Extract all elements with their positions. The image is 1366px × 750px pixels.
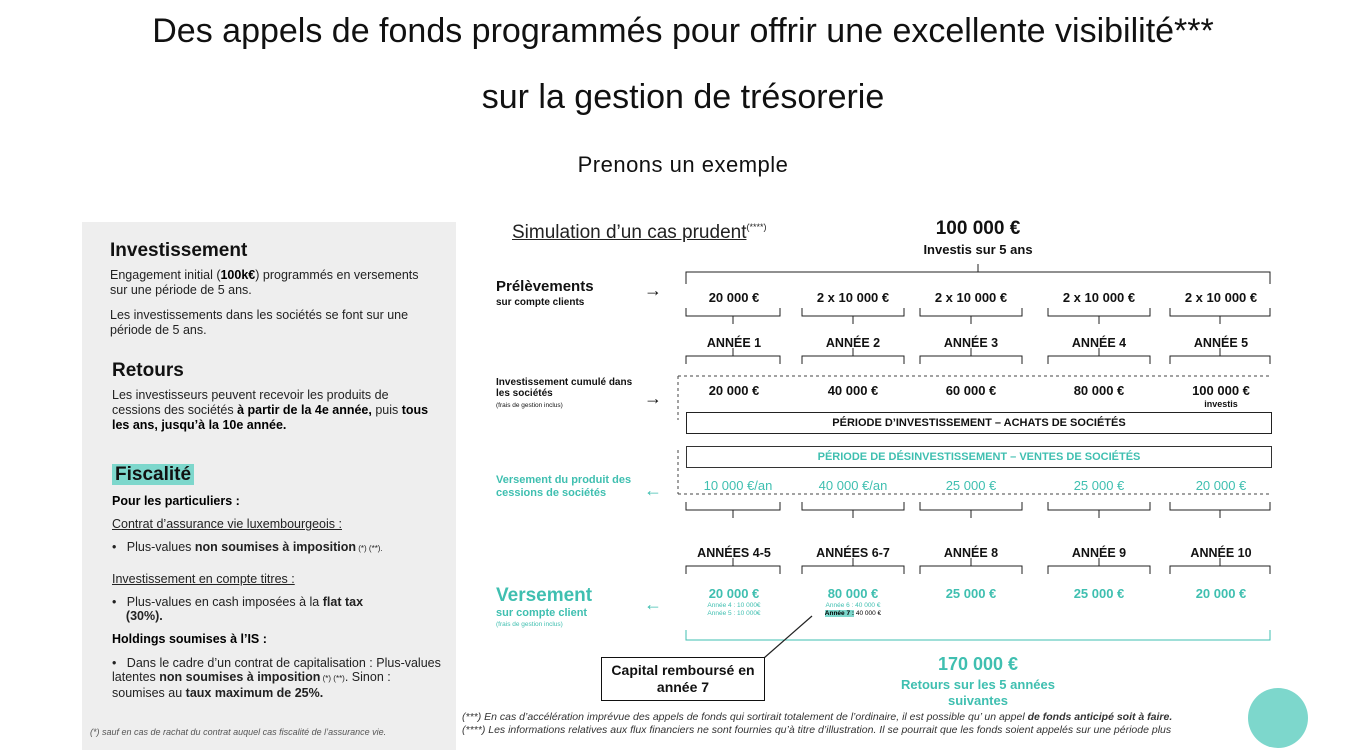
prelevement-value-1: 20 000 € xyxy=(708,290,760,305)
annees-label-4: ANNÉE 9 xyxy=(1071,546,1127,560)
fiscalite-bullet-3: • Dans le cadre d’un contrat de capitalisation : Plus-values latentes non soumises à imposition (*) (**). Sinon : soumises au taux maximum de 25%. xyxy=(112,656,441,700)
annee-label-2: ANNÉE 2 xyxy=(825,336,881,350)
holdings-label: Holdings soumises à l’IS : xyxy=(112,632,267,646)
versement-produit-value-2: 40 000 €/an xyxy=(818,478,888,493)
prelevement-value-4: 2 x 10 000 € xyxy=(1062,290,1136,305)
fiscalite-footnote: (*) sauf en cas de rachat du contrat auquel cas fiscalité de l’assurance vie. xyxy=(90,727,387,737)
compte-titres-label: Investissement en compte titres : xyxy=(112,572,295,586)
capital-rembourse-callout: Capital remboursé en année 7 xyxy=(601,657,765,701)
retours-text: Les investisseurs peuvent recevoir les produits de cessions des sociétés à partir de la 4e année, puis tous les ans, jusqu’à la 10e année. xyxy=(112,388,429,432)
fiscalite-bullet-1: • Plus-values non soumises à imposition (*) (**). xyxy=(112,540,383,554)
cumul-last-caption: investis xyxy=(1204,399,1238,409)
arrow-right-icon: → xyxy=(644,388,662,408)
footnote-2: (****) Les informations relatives aux flux financiers ne sont fournies qu’à titre d’illustration. Il se pourrait que les fonds soient appelés sur une période plus xyxy=(462,724,1172,736)
arrow-left-icon: ← xyxy=(644,480,662,500)
arrow-right-icon: → xyxy=(644,280,662,300)
annees-label-1: ANNÉES 4-5 xyxy=(697,546,771,560)
versement-sublabel: sur compte client xyxy=(496,607,588,619)
investissement-heading: Investissement xyxy=(110,240,248,261)
arrow-left-icon: ← xyxy=(644,594,662,614)
simulation-title: Simulation d’un cas prudent(****) xyxy=(512,222,767,243)
versement-produit-value-3: 25 000 € xyxy=(945,478,997,493)
prelevements-sublabel: sur compte clients xyxy=(496,297,585,308)
annees-label-3: ANNÉE 8 xyxy=(943,546,999,560)
cumul-value-5: 100 000 € xyxy=(1192,383,1250,398)
page-title-line1: Des appels de fonds programmés pour offrir une excellente visibilité*** xyxy=(152,12,1214,50)
retours-heading: Retours xyxy=(112,360,184,381)
cumul-value-2: 40 000 € xyxy=(827,383,879,398)
annees-label-5: ANNÉE 10 xyxy=(1190,546,1252,560)
page-subtitle: Prenons un exemple xyxy=(577,152,789,177)
prelevement-value-2: 2 x 10 000 € xyxy=(816,290,890,305)
versement-value-2: 80 000 € xyxy=(827,586,879,601)
total-investment-amount: 100 000 € xyxy=(935,218,1021,239)
annee-label-3: ANNÉE 3 xyxy=(943,336,999,350)
versement-detail-1: Année 4 : 10 000€ Année 5 : 10 000€ xyxy=(707,602,761,617)
versement-produit-label: Versement du produit des cessions de sociétés xyxy=(496,474,632,499)
annee-label-4: ANNÉE 4 xyxy=(1071,336,1127,350)
cumul-value-4: 80 000 € xyxy=(1073,383,1125,398)
versement-produit-value-5: 20 000 € xyxy=(1195,478,1247,493)
investissement-text-1: Engagement initial (100k€) programmés en versements sur une période de 5 ans. xyxy=(110,268,419,297)
versement-value-3: 25 000 € xyxy=(945,586,997,601)
total-investment-caption: Investis sur 5 ans xyxy=(923,242,1033,257)
total-return-amount: 170 000 € xyxy=(937,654,1019,674)
decorative-circle xyxy=(1248,688,1308,748)
cumul-sublabel: (frais de gestion inclus) xyxy=(496,402,563,409)
annee-label-5: ANNÉE 5 xyxy=(1193,336,1249,350)
periode-desinvestissement-bar: PÉRIODE DE DÉSINVESTISSEMENT – VENTES DE SOCIÉTÉS xyxy=(686,446,1272,468)
prelevements-label: Prélèvements xyxy=(496,278,594,295)
investissement-text-2: Les investissements dans les sociétés se font sur une période de 5 ans. xyxy=(110,308,409,337)
periode-investissement-bar: PÉRIODE D’INVESTISSEMENT – ACHATS DE SOCIÉTÉS xyxy=(686,412,1272,434)
cumul-label: Investissement cumulé dans les sociétés xyxy=(496,377,633,399)
versement-produit-value-4: 25 000 € xyxy=(1073,478,1125,493)
annees-label-2: ANNÉES 6-7 xyxy=(816,546,890,560)
versement-label: Versement xyxy=(496,585,593,606)
cumul-value-3: 60 000 € xyxy=(945,383,997,398)
total-return-caption: Retours sur les 5 années suivantes xyxy=(901,677,1055,708)
annee-label-1: ANNÉE 1 xyxy=(706,336,762,350)
versement-value-4: 25 000 € xyxy=(1073,586,1125,601)
prelevement-value-5: 2 x 10 000 € xyxy=(1184,290,1258,305)
versement-produit-value-1: 10 000 €/an xyxy=(703,478,773,493)
particuliers-label: Pour les particuliers : xyxy=(112,494,240,508)
versement-value-5: 20 000 € xyxy=(1195,586,1247,601)
contrat-label: Contrat d’assurance vie luxembourgeois : xyxy=(112,517,342,531)
prelevement-value-3: 2 x 10 000 € xyxy=(934,290,1008,305)
page-title-line2: sur la gestion de trésorerie xyxy=(481,78,885,116)
fiscalite-bullet-2: • Plus-values en cash imposées à la flat tax (30%). xyxy=(112,595,364,623)
cumul-value-1: 20 000 € xyxy=(708,383,760,398)
versement-detail-2: Année 6 : 40 000 € Année 7 : 40 000 € xyxy=(824,602,882,617)
fiscalite-heading: Fiscalité xyxy=(112,464,194,486)
versement-sublabel-2: (frais de gestion inclus) xyxy=(496,621,563,628)
footnote-1: (***) En cas d’accélération imprévue des appels de fonds qui sortirait totalement de l’ordinaire, il est possible qu’ un appel de fonds anticipé soit à faire. xyxy=(462,711,1173,723)
versement-value-1: 20 000 € xyxy=(708,586,760,601)
